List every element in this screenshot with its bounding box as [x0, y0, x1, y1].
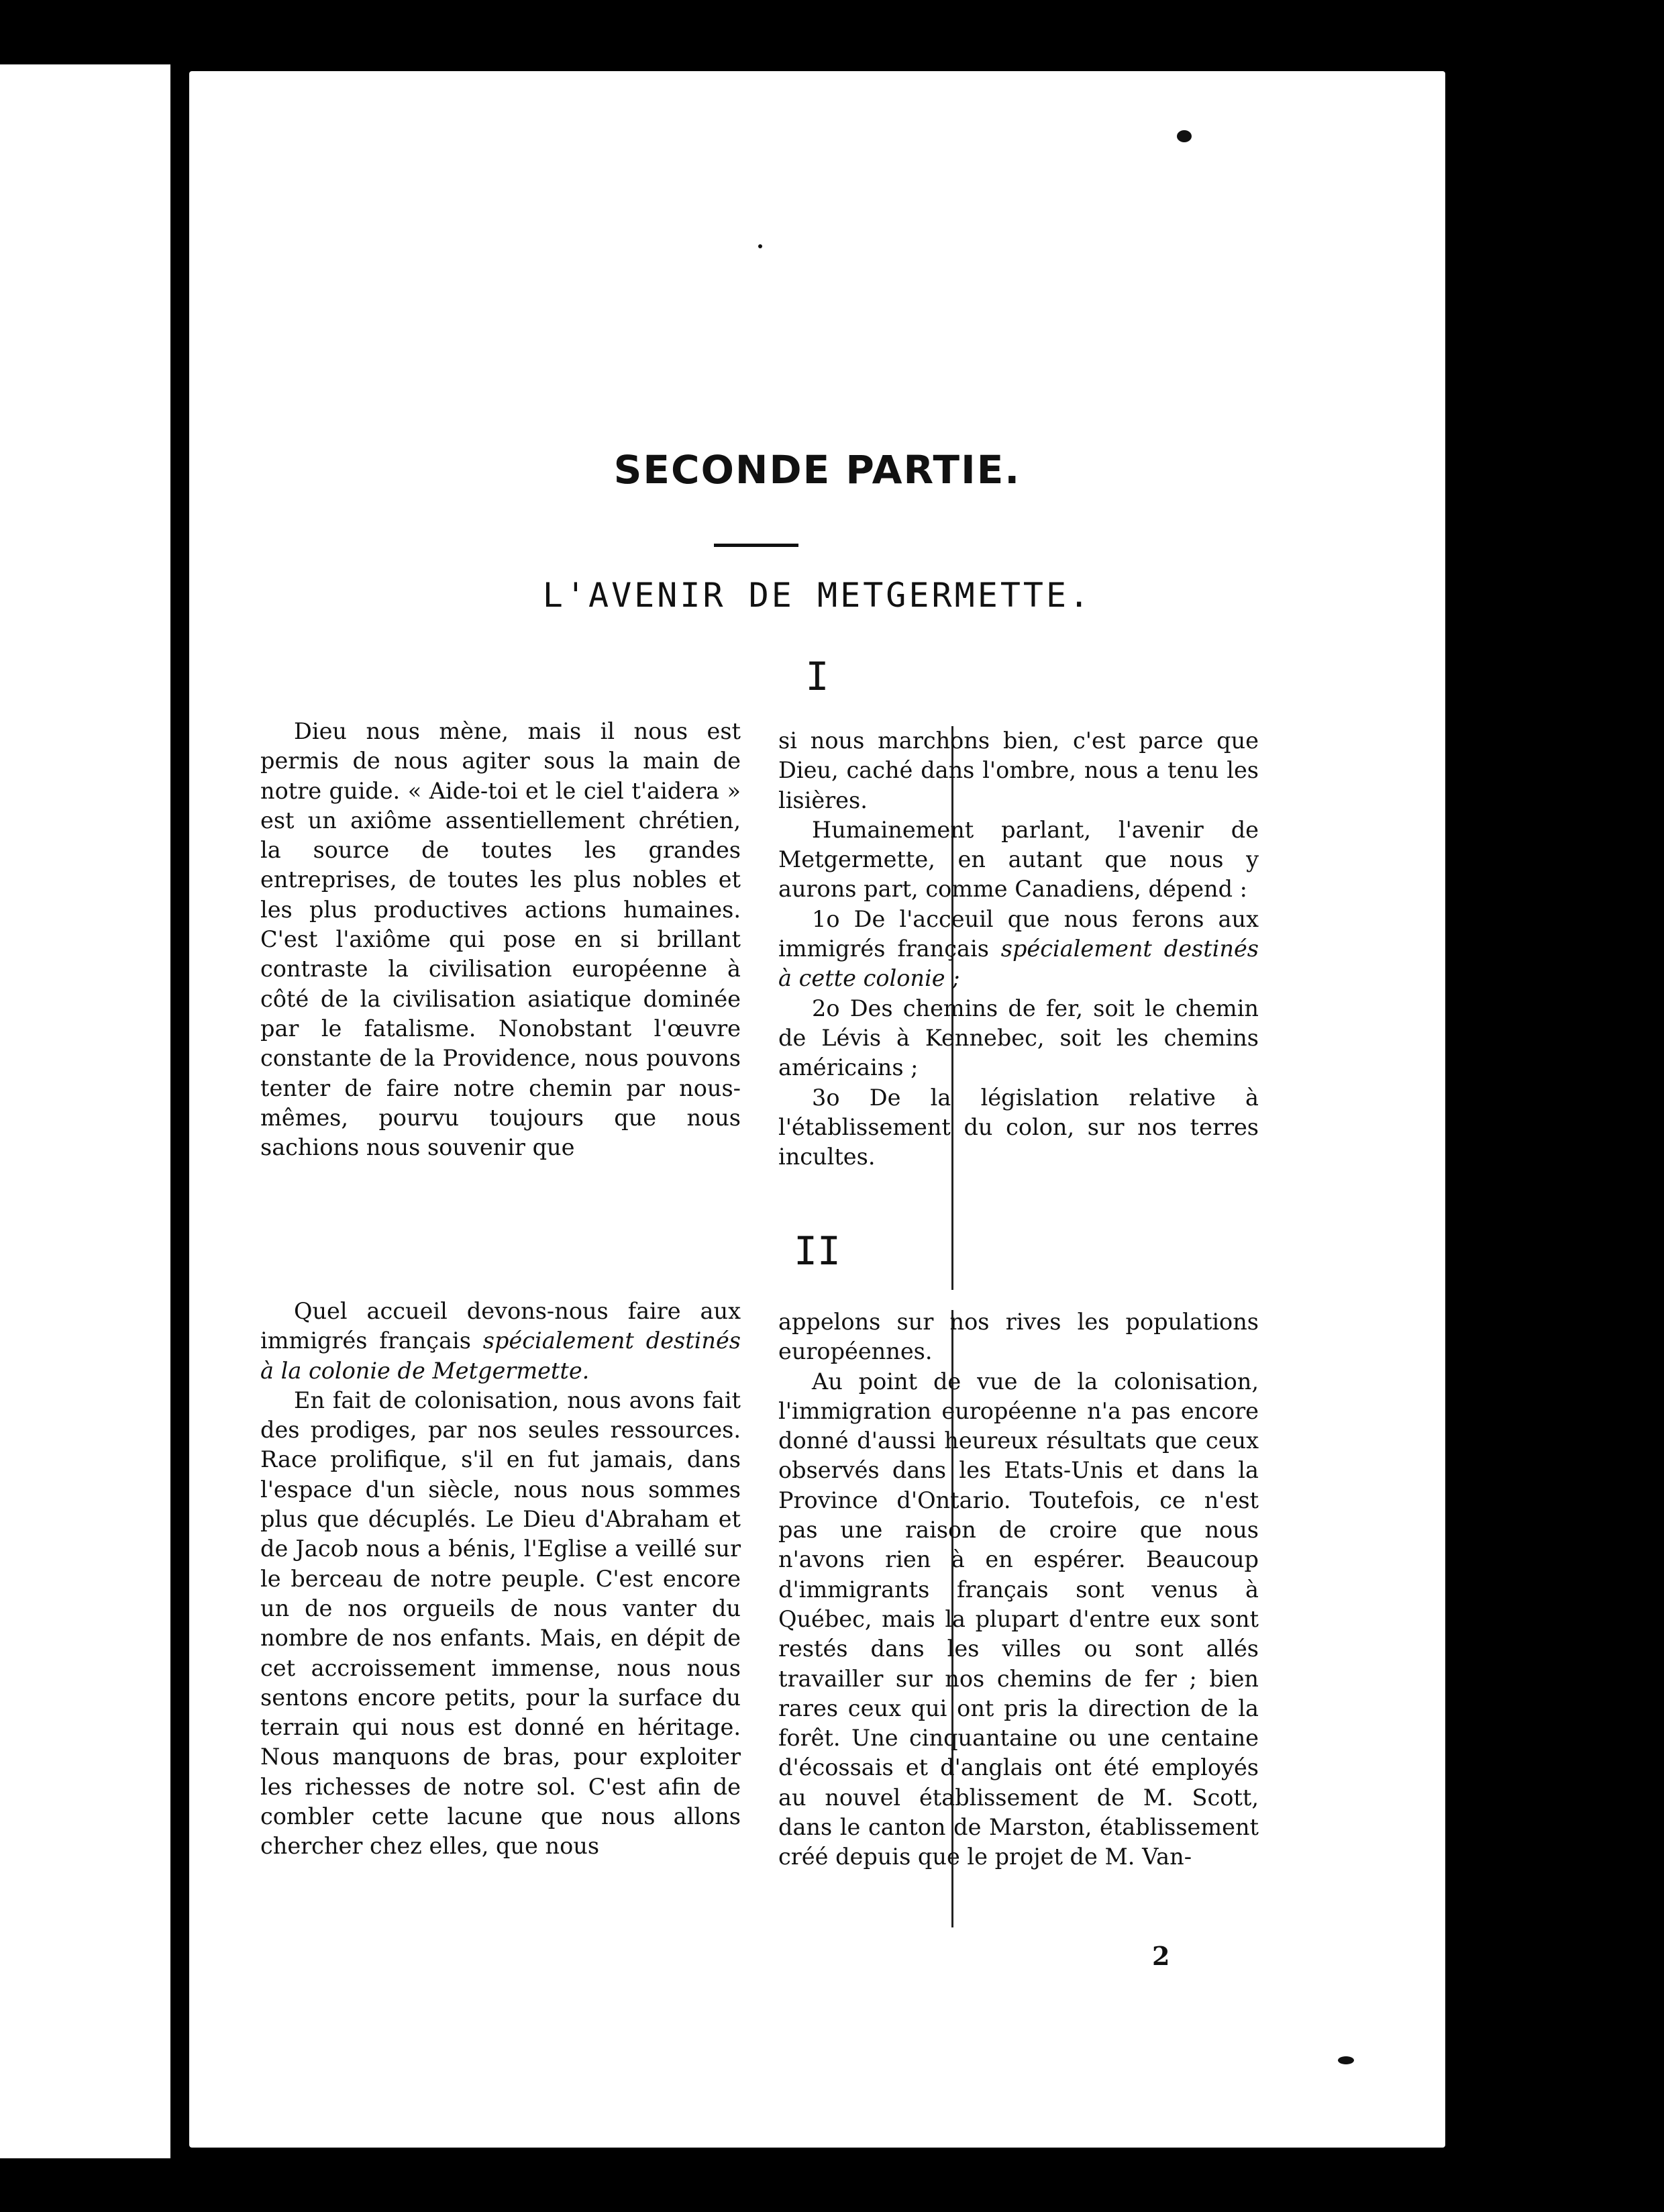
paragraph: Au point de vue de la colonisation, l'immigration européenne n'a pas encore donné d'aussi heureux résultats que ceux observés dans les Etats-Unis et dans la Province d'Ontario. Toutefois, ce n'est pas une raison de croire que nous n'avons rien à en espérer. Beaucoup d'immigrants français sont venus à Québec, mais la plupart d'entre eux sont restés dans les villes ou sont allés travailler sur nos chemins de fer ; bien rares ceux qui ont pris la direction de la forêt. Une cinquantaine ou une centaine d'écossais et d'anglais ont été employés au nouvel établissement de M. Scott, dans le canton de Marston, établissement créé depuis que le projet de M. Van-	[778, 1368, 1259, 1870]
list-item-text: 1o De l'acceuil que nous ferons aux immigrés français	[778, 905, 1259, 962]
paragraph-italic: spécialement destinés à la colonie de Metgermette.	[260, 1327, 741, 1384]
ink-speck	[1338, 2056, 1354, 2064]
section-1-left-column	[260, 717, 741, 1162]
ink-speck	[1177, 130, 1192, 142]
paragraph: appelons sur nos rives les populations européennes.	[778, 1309, 1259, 1365]
paragraph-text: Quel accueil devons-nous faire aux immigrés français	[260, 1298, 741, 1354]
section-numeral-2: II	[794, 1228, 841, 1274]
paragraph: si nous marchons bien, c'est parce que Dieu, caché dans l'ombre, nous a tenu les lisières.	[778, 727, 1259, 813]
section-2-left-column	[260, 1297, 741, 1862]
paragraph: En fait de colonisation, nous avons fait des prodiges, par nos seules ressources. Race prolifique, s'il en fut jamais, dans l'espace d'un siècle, nous nous sommes plus que décuplés. Le Dieu d'Abraham et de Jacob nous a bénis, l'Eglise a veillé sur le berceau de notre peuple. C'est encore un de nos orgueils de nous vanter du nombre de nos enfants. Mais, en dépit de cet accroissement immense, nous nous sentons encore petits, pour la surface du terrain qui nous est donné en héritage. Nous manquons de bras, pour exploiter les richesses de notre sol. C'est afin de combler cette lacune que nous allons chercher chez elles, que nous	[260, 1387, 741, 1860]
page-title: SECONDE PARTIE.	[613, 447, 1021, 493]
page-number: 2	[1152, 1941, 1170, 1971]
paragraph: Humainement parlant, l'avenir de Metgermette, en autant que nous y aurons part, comme Canadiens, dépend :	[778, 816, 1259, 903]
document-page	[189, 71, 1445, 2148]
title-rule	[714, 544, 798, 547]
section-numeral-1: I	[805, 654, 829, 699]
list-item: 2o Des chemins de fer, soit le chemin de Lévis à Kennebec, soit les chemins américains ;	[778, 995, 1259, 1081]
list-item	[778, 905, 1259, 994]
list-item-italic: spécialement destinés à cette colonie ;	[778, 936, 1259, 992]
paragraph	[260, 1297, 741, 1386]
adjacent-page-edge	[0, 64, 170, 2158]
paragraph: Dieu nous mène, mais il nous est permis de nous agiter sous la main de notre guide. « Aide-toi et le ciel t'aidera » est un axiôme assentiellement chrétien, la source de toutes les grandes entreprises, de toutes les plus nobles et les plus productives actions humaines. C'est l'axiôme qui pose en si brillant contraste la civilisation européenne à côté de la civilisation asiatique dominée par le fatalisme. Nonobstant l'œuvre constante de la Providence, nous pouvons tenter de faire notre chemin par nous-mêmes, pourvu toujours que nous sachions nous souvenir que	[260, 718, 741, 1161]
list-item: 3o De la législation relative à l'établissement du colon, sur nos terres incultes.	[778, 1084, 1259, 1170]
section-2-right-column	[778, 1307, 1259, 1872]
ink-speck	[758, 244, 762, 248]
section-1-right-column	[778, 726, 1259, 1172]
chapter-subtitle: L'AVENIR DE METGERMETTE.	[542, 576, 1092, 615]
